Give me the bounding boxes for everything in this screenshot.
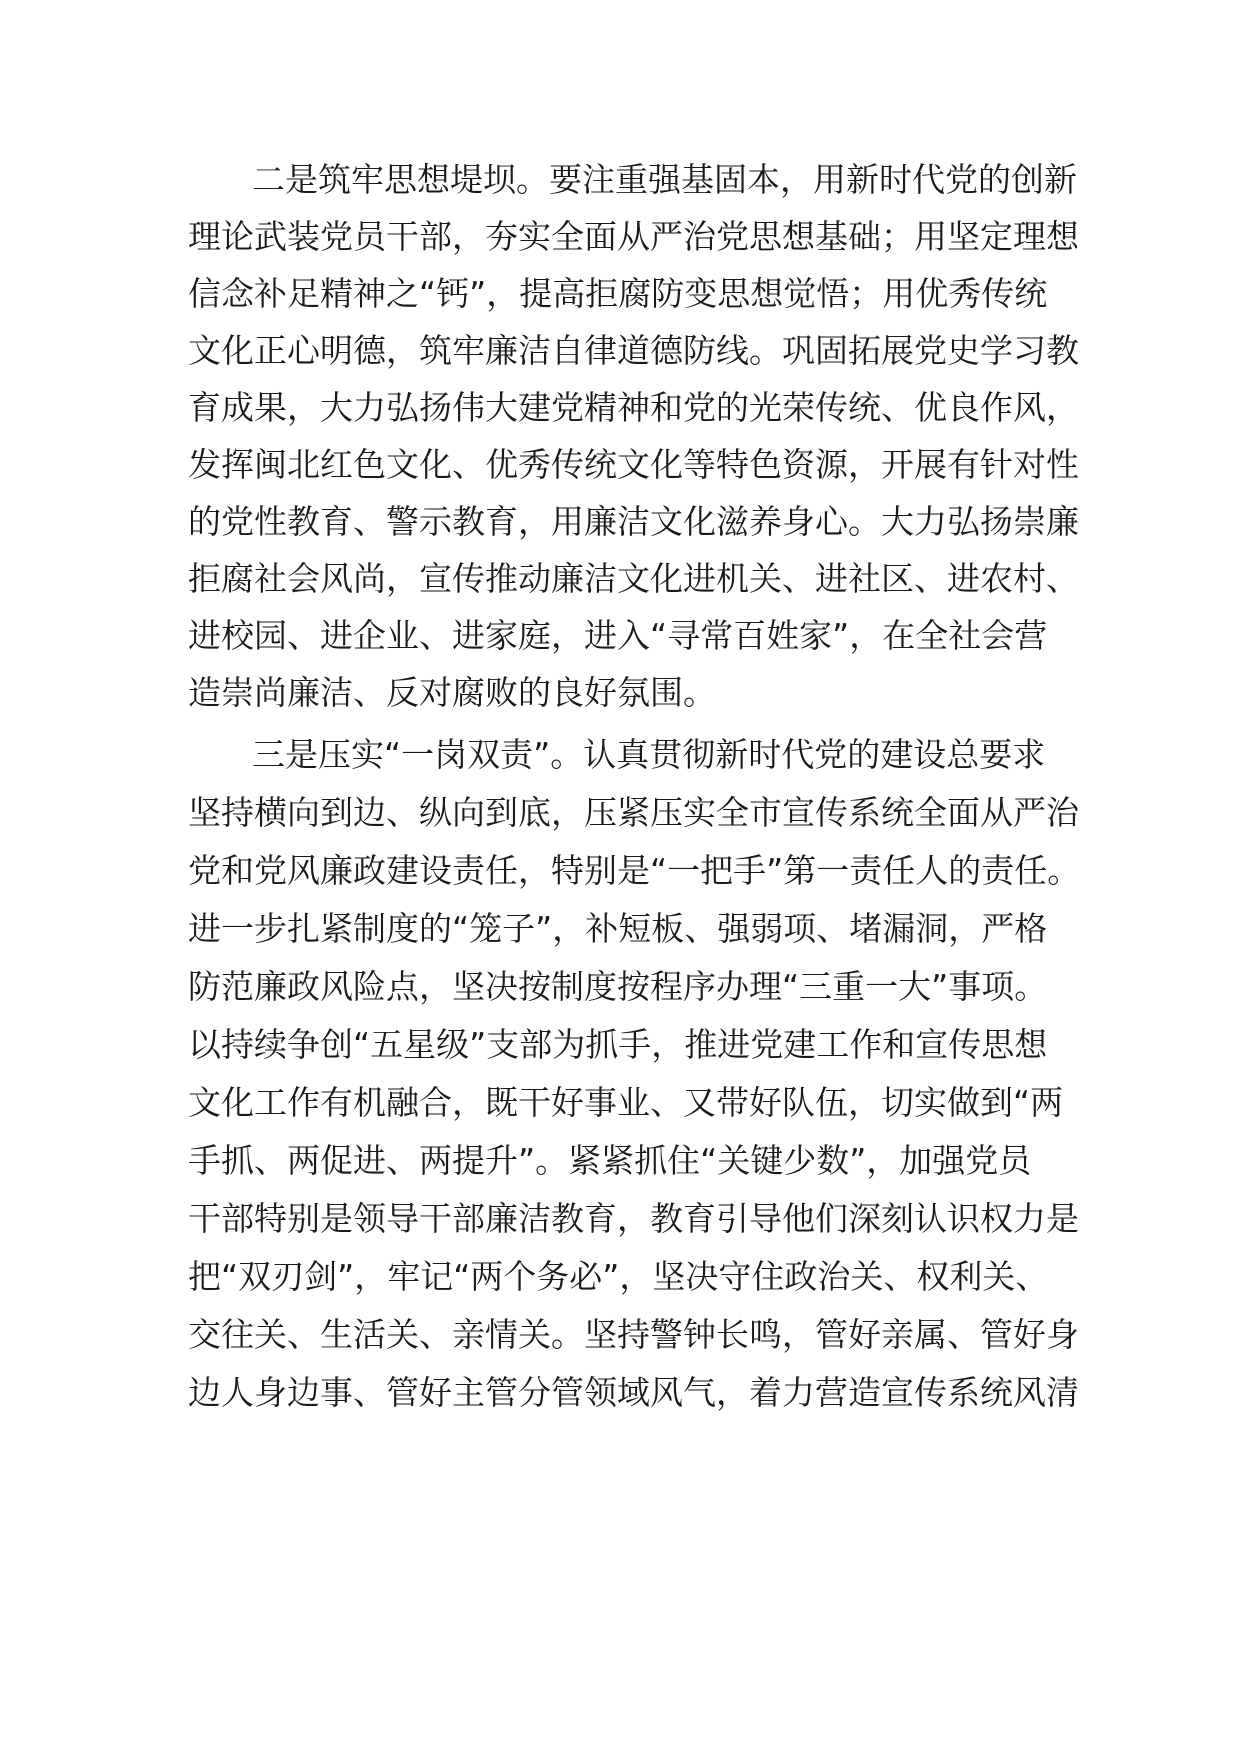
text-line: 育成果，大力弘扬伟大建党精神和党的光荣传统、优良作风， (188, 388, 1079, 427)
text-line: 造崇尚廉洁、反对腐败的良好氛围。 (188, 673, 716, 712)
text-line: 进一步扎紧制度的“笼子”，补短板、强弱项、堵漏洞，严格 (188, 909, 1048, 948)
text-line: 防范廉政风险点，坚决按制度按程序办理“三重一大”事项。 (188, 967, 1048, 1006)
text-line: 拒腐社会风尚，宣传推动廉洁文化进机关、进社区、进农村、 (188, 559, 1079, 598)
text-line: 手抓、两促进、两提升”。紧紧抓住“关键少数”，加强党员 (188, 1141, 1032, 1180)
text-line: 二是筑牢思想堤坝。要注重强基固本，用新时代党的创新 (252, 160, 1077, 199)
text-line: 干部特别是领导干部廉洁教育，教育引导他们深刻认识权力是 (188, 1199, 1079, 1238)
text-line: 文化工作有机融合，既干好事业、又带好队伍，切实做到“两 (188, 1083, 1064, 1122)
text-line: 以持续争创“五星级”支部为抓手，推进党建工作和宣传思想 (188, 1025, 1048, 1064)
text-line: 发挥闽北红色文化、优秀传统文化等特色资源，开展有针对性 (188, 445, 1079, 484)
text-line: 把“双刃剑”，牢记“两个务必”，坚决守住政治关、权利关、 (188, 1257, 1049, 1296)
text-line: 边人身边事、管好主管分管领域风气，着力营造宣传系统风清 (188, 1373, 1079, 1412)
text-line: 坚持横向到边、纵向到底，压紧压实全市宣传系统全面从严治 (188, 793, 1079, 832)
text-line: 进校园、进企业、进家庭，进入“寻常百姓家”，在全社会营 (188, 616, 1048, 655)
text-line: 理论武装党员干部，夯实全面从严治党思想基础；用坚定理想 (188, 217, 1079, 256)
text-line: 的党性教育、警示教育，用廉洁文化滋养身心。大力弘扬崇廉 (188, 502, 1079, 541)
text-line: 文化正心明德，筑牢廉洁自律道德防线。巩固拓展党史学习教 (188, 331, 1079, 370)
text-line: 信念补足精神之“钙”，提高拒腐防变思想觉悟；用优秀传统 (188, 274, 1048, 313)
text-line: 三是压实“一岗双责”。认真贯彻新时代党的建设总要求 (252, 735, 1046, 774)
text-line: 党和党风廉政建设责任，特别是“一把手”第一责任人的责任。 (188, 851, 1081, 890)
text-line: 交往关、生活关、亲情关。坚持警钟长鸣，管好亲属、管好身 (188, 1315, 1079, 1354)
